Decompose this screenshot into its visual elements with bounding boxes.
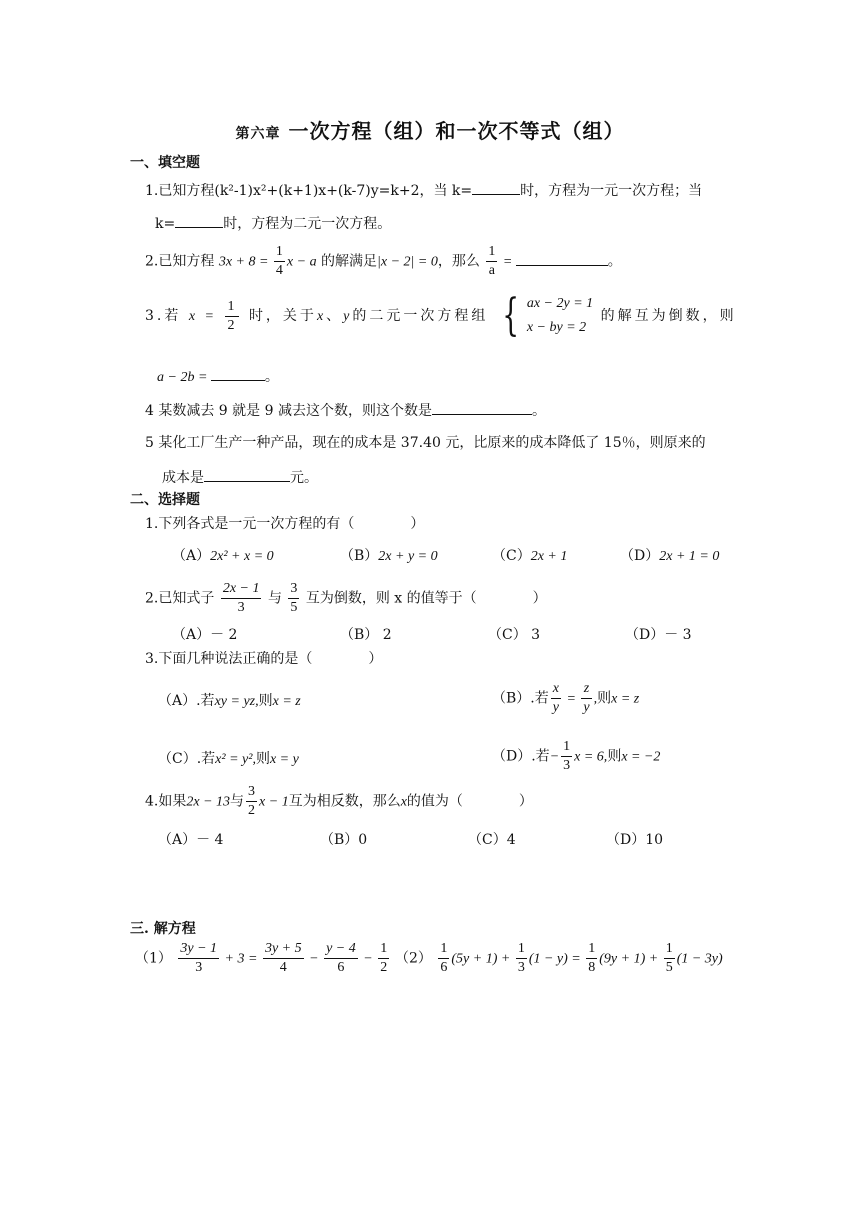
- choice-q4-option-a: （A）－ 4: [158, 832, 224, 848]
- fill-q4: 4 某数减去 9 就是 9 减去这个数，则这个数是 。: [145, 400, 546, 420]
- solve-equation-1: （1） $\frac{3y - 1}{3}$ + 3 = $\frac{3y + 5}{4}$ − $\frac{y - 4}{6}$ − $\frac{1}{2}$: [135, 941, 388, 975]
- fill-q5-line2: 成本是 元。: [162, 467, 318, 487]
- section-fill-heading: 一、填空题: [130, 155, 200, 171]
- choice-q3: 3.下面几种说法正确的是（ ）: [145, 651, 383, 667]
- choice-q2-option-a: （A）－ 2: [172, 627, 238, 643]
- choice-q1-option-a: （A）2x² + x = 0: [172, 548, 274, 564]
- page-title: [0, 115, 860, 144]
- answer-blank: [432, 400, 532, 415]
- section-solve-heading: 三. 解方程: [130, 921, 196, 937]
- choice-q4-option-b: （B）0: [320, 832, 368, 848]
- choice-q1-option-c: （C）2x + 1: [492, 548, 568, 564]
- answer-blank: [175, 213, 223, 228]
- choice-q3-option-c: （C）.若x² = y²,则x = y: [158, 751, 299, 767]
- choice-q4: 4.如果2x − 13与 $\frac{3}{2}$ x − 1互为相反数，那么x的值为（ ）: [145, 784, 533, 818]
- answer-blank: [472, 180, 520, 195]
- answer-blank: [204, 467, 290, 482]
- choice-q1: 1.下列各式是一元一次方程的有（ ）: [145, 516, 425, 532]
- chapter-title: 一次方程（组）和一次不等式（组）: [288, 119, 625, 143]
- choice-q2-option-b: （B） 2: [340, 627, 392, 643]
- choice-q1-option-d: （D）2x + 1 = 0: [620, 548, 720, 564]
- answer-blank: [211, 366, 265, 381]
- choice-q1-option-b: （B）2x + y = 0: [340, 548, 438, 564]
- section-choice-heading: 二、选择题: [130, 492, 200, 508]
- fill-q5-line1: 5 某化工厂生产一种产品，现在的成本是 37.40 元，比原来的成本降低了 15％，则原来的: [145, 435, 706, 451]
- choice-q3-option-d: （D）.若− $\frac{1}{3}$ x = 6,则x = −2: [492, 739, 661, 773]
- fill-q1-line2: k= 时，方程为二元一次方程。: [155, 213, 391, 233]
- answer-blank: [516, 251, 608, 266]
- fill-q3: 3.若 x = $\frac{1}{2}$ 时，关于x、y的二元一次方程组 { ax − 2y = 1 x − by = 2 的解互为倒数，则: [145, 290, 737, 341]
- choice-q2-option-d: （D）－ 3: [625, 627, 692, 643]
- fill-q3-answer: a − 2b = 。: [157, 366, 279, 386]
- choice-q3-option-a: （A）.若xy = yz,则x = z: [158, 693, 301, 709]
- choice-q3-option-b: （B）.若 $\frac{x}{y}$ = $\frac{z}{y}$ ,则x = z: [492, 681, 640, 715]
- fill-q2: 2.已知方程 3x + 8 = $\frac{1}{4}$ x − a 的解满足|x − 2| = 0，那么 $\frac{1}{a}$ = 。: [145, 244, 622, 278]
- choice-q2-option-c: （C） 3: [488, 627, 541, 643]
- choice-q4-option-c: （C）4: [468, 832, 516, 848]
- solve-equation-2: （2） $\frac{1}{6}$ (5y + 1) + $\frac{1}{3}$ (1 − y) = $\frac{1}{8}$ (9y + 1) + $\frac{1}{5}$ (1 − 3y): [395, 941, 723, 975]
- chapter-prefix: 第六章: [235, 126, 281, 142]
- choice-q2: 2.已知式子 $\frac{2x - 1}{3}$ 与 $\frac{3}{5}$ 互为倒数，则 x 的值等于（ ）: [145, 581, 547, 615]
- choice-q4-option-d: （D）10: [606, 832, 664, 848]
- fill-q1-line1: 1.已知方程(k²-1)x²+(k+1)x+(k-7)y=k+2，当 k= 时，方程为一元一次方程；当: [145, 180, 702, 200]
